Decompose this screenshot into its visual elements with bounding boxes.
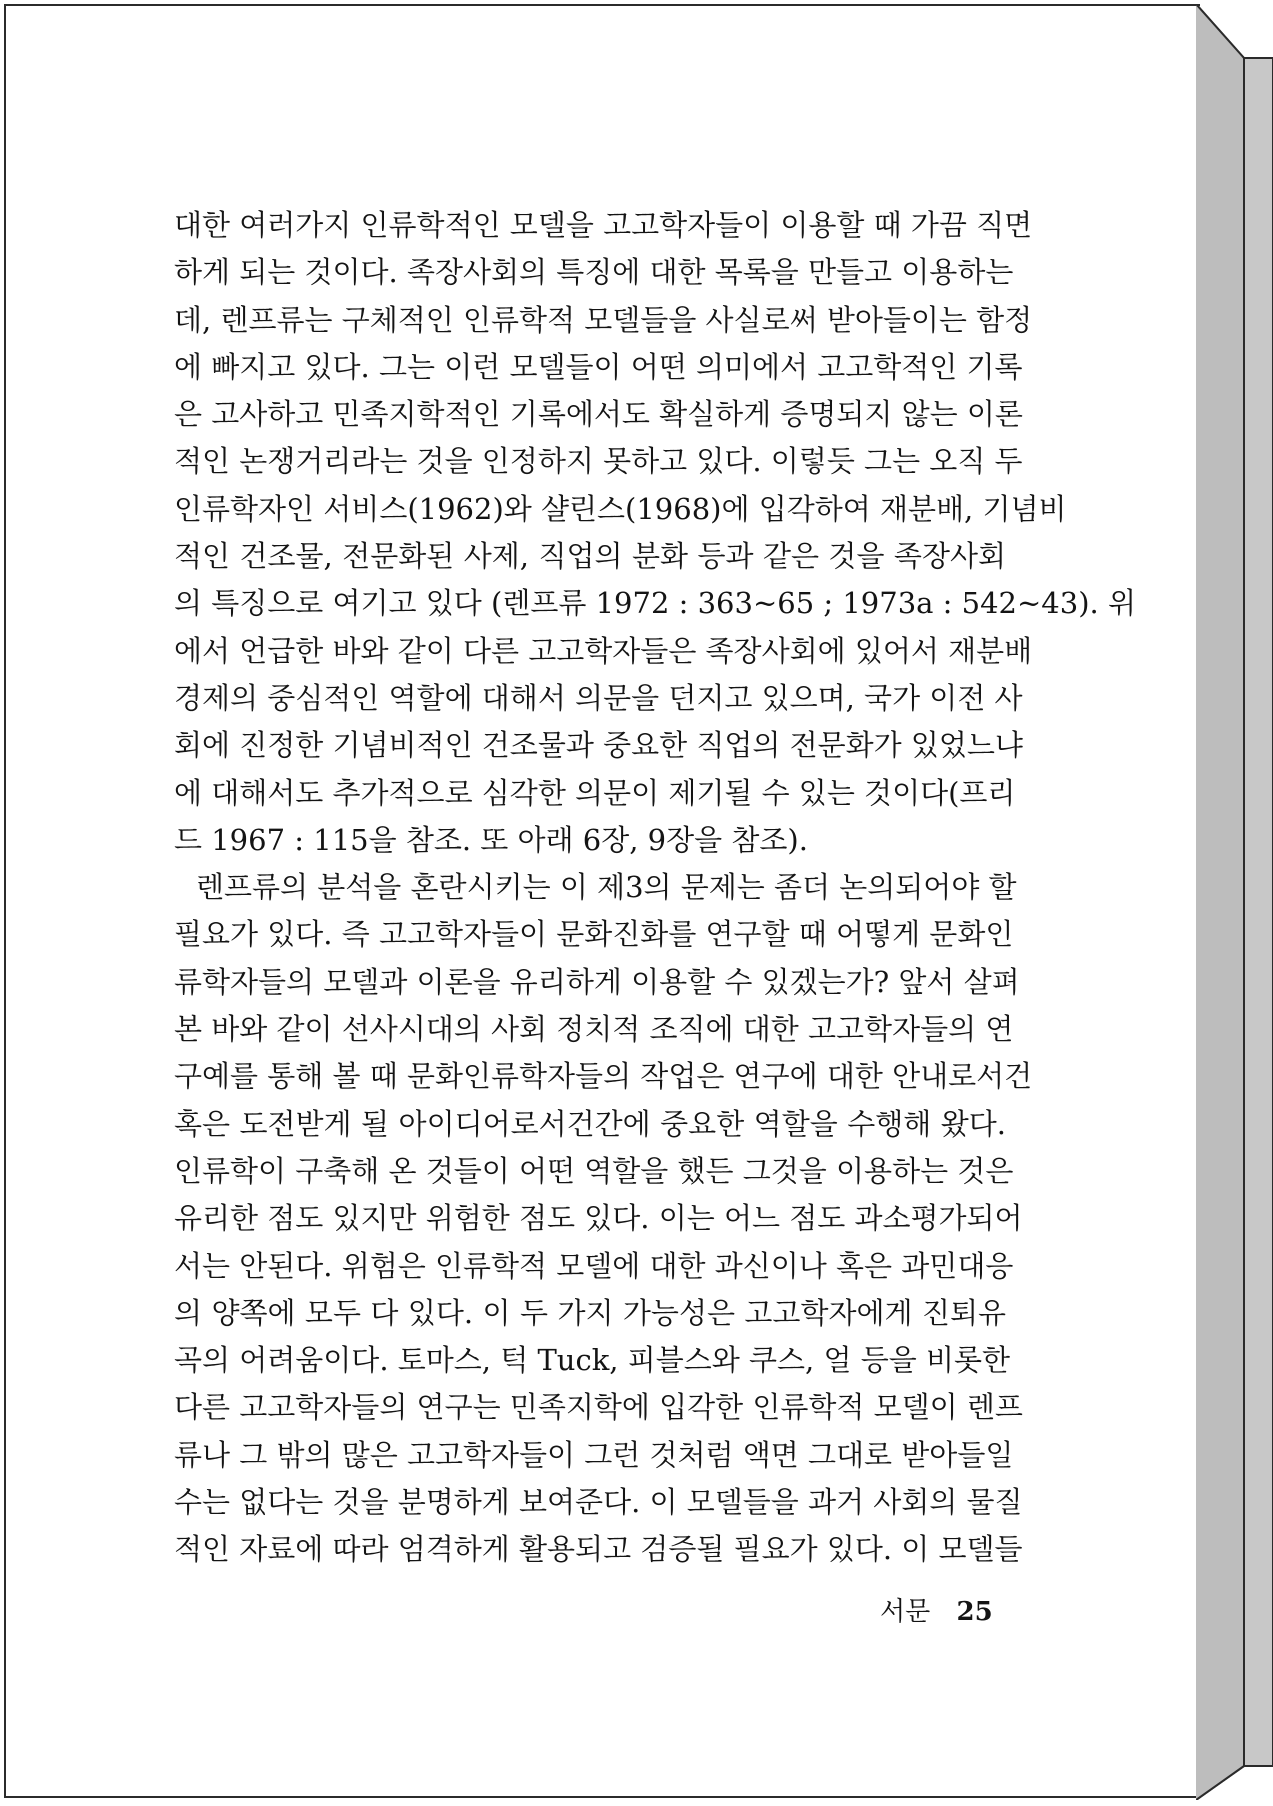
text-line: 적인 건조물, 전문화된 사제, 직업의 분화 등과 같은 것을 족장사회 — [174, 539, 1006, 574]
text-line: 회에 진정한 기념비적인 건조물과 중요한 직업의 전문화가 있었느냐 — [174, 728, 1023, 763]
paragraph — [174, 202, 1136, 864]
text-line: 에서 언급한 바와 같이 다른 고고학자들은 족장사회에 있어서 재분배 — [174, 633, 1033, 668]
book-page — [4, 4, 1200, 1798]
text-line: 의 양쪽에 모두 다 있다. 이 두 가지 가능성은 고고학자에게 진퇴유 — [174, 1295, 1006, 1330]
text-line: 드 1967 : 115을 참조. 또 아래 6장, 9장을 참조). — [174, 822, 808, 857]
text-line: 적인 논쟁거리라는 것을 인정하지 못하고 있다. 이렇듯 그는 오직 두 — [174, 444, 1023, 479]
footer-section-title: 서문 — [880, 1597, 931, 1627]
book-edge-3d — [1196, 4, 1273, 1800]
text-line: 혹은 도전받게 될 아이디어로서건간에 중요한 역할을 수행해 왔다. — [174, 1106, 1006, 1141]
text-line: 에 빠지고 있다. 그는 이런 모델들이 어떤 의미에서 고고학적인 기록 — [174, 349, 1023, 384]
paragraph — [174, 864, 1033, 1573]
text-line: 경제의 중심적인 역할에 대해서 의문을 던지고 있으며, 국가 이전 사 — [174, 680, 1023, 715]
text-line: 필요가 있다. 즉 고고학자들이 문화진화를 연구할 때 어떻게 문화인 — [174, 917, 1014, 952]
text-line: 의 특징으로 여기고 있다 (렌프류 1972 : 363~65 ; 1973a : 542~43). 위 — [174, 586, 1136, 621]
text-line: 유리한 점도 있지만 위험한 점도 있다. 이는 어느 점도 과소평가되어 — [174, 1201, 1023, 1236]
text-line: 에 대해서도 추가적으로 심각한 의문이 제기될 수 있는 것이다(프리 — [174, 775, 1016, 810]
text-line: 대한 여러가지 인류학적인 모델을 고고학자들이 이용할 때 가끔 직면 — [174, 208, 1033, 242]
page-number: 25 — [956, 1597, 993, 1627]
body-text — [174, 202, 1136, 1574]
text-line: 적인 자료에 따라 엄격하게 활용되고 검증될 필요가 있다. 이 모델들 — [174, 1532, 1023, 1567]
text-line: 서는 안된다. 위험은 인류학적 모델에 대한 과신이나 혹은 과민대응 — [174, 1248, 1014, 1283]
text-line: 곡의 어려움이다. 토마스, 턱 Tuck, 피블스와 쿠스, 얼 등을 비롯한 — [174, 1343, 1010, 1378]
text-line: 하게 되는 것이다. 족장사회의 특징에 대한 목록을 만들고 이용하는 — [174, 255, 1014, 290]
text-line: 본 바와 같이 선사시대의 사회 정치적 조직에 대한 고고학자들의 연 — [174, 1012, 1014, 1047]
text-line: 은 고사하고 민족지학적인 기록에서도 확실하게 증명되지 않는 이론 — [174, 397, 1023, 432]
text-line: 류학자들의 모델과 이론을 유리하게 이용할 수 있겠는가? 앞서 살펴 — [174, 964, 1020, 999]
page-footer — [880, 1591, 993, 1628]
text-line: 구예를 통해 볼 때 문화인류학자들의 작업은 연구에 대한 안내로서건 — [174, 1059, 1033, 1094]
book-edge-shape — [1196, 4, 1273, 1800]
text-line: 다른 고고학자들의 연구는 민족지학에 입각한 인류학적 모델이 렌프 — [174, 1390, 1023, 1425]
text-line: 인류학이 구축해 온 것들이 어떤 역할을 했든 그것을 이용하는 것은 — [174, 1153, 1014, 1188]
text-line: 류나 그 밖의 많은 고고학자들이 그런 것처럼 액면 그대로 받아들일 — [174, 1437, 1014, 1472]
text-line: 렌프류의 분석을 혼란시키는 이 제3의 문제는 좀더 논의되어야 할 — [196, 870, 1017, 905]
text-line: 데, 렌프류는 구체적인 인류학적 모델들을 사실로써 받아들이는 함정 — [174, 302, 1033, 337]
text-line: 수는 없다는 것을 분명하게 보여준다. 이 모델들을 과거 사회의 물질 — [174, 1485, 1023, 1520]
text-line: 인류학자인 서비스(1962)와 샬린스(1968)에 입각하여 재분배, 기념비 — [174, 491, 1067, 526]
